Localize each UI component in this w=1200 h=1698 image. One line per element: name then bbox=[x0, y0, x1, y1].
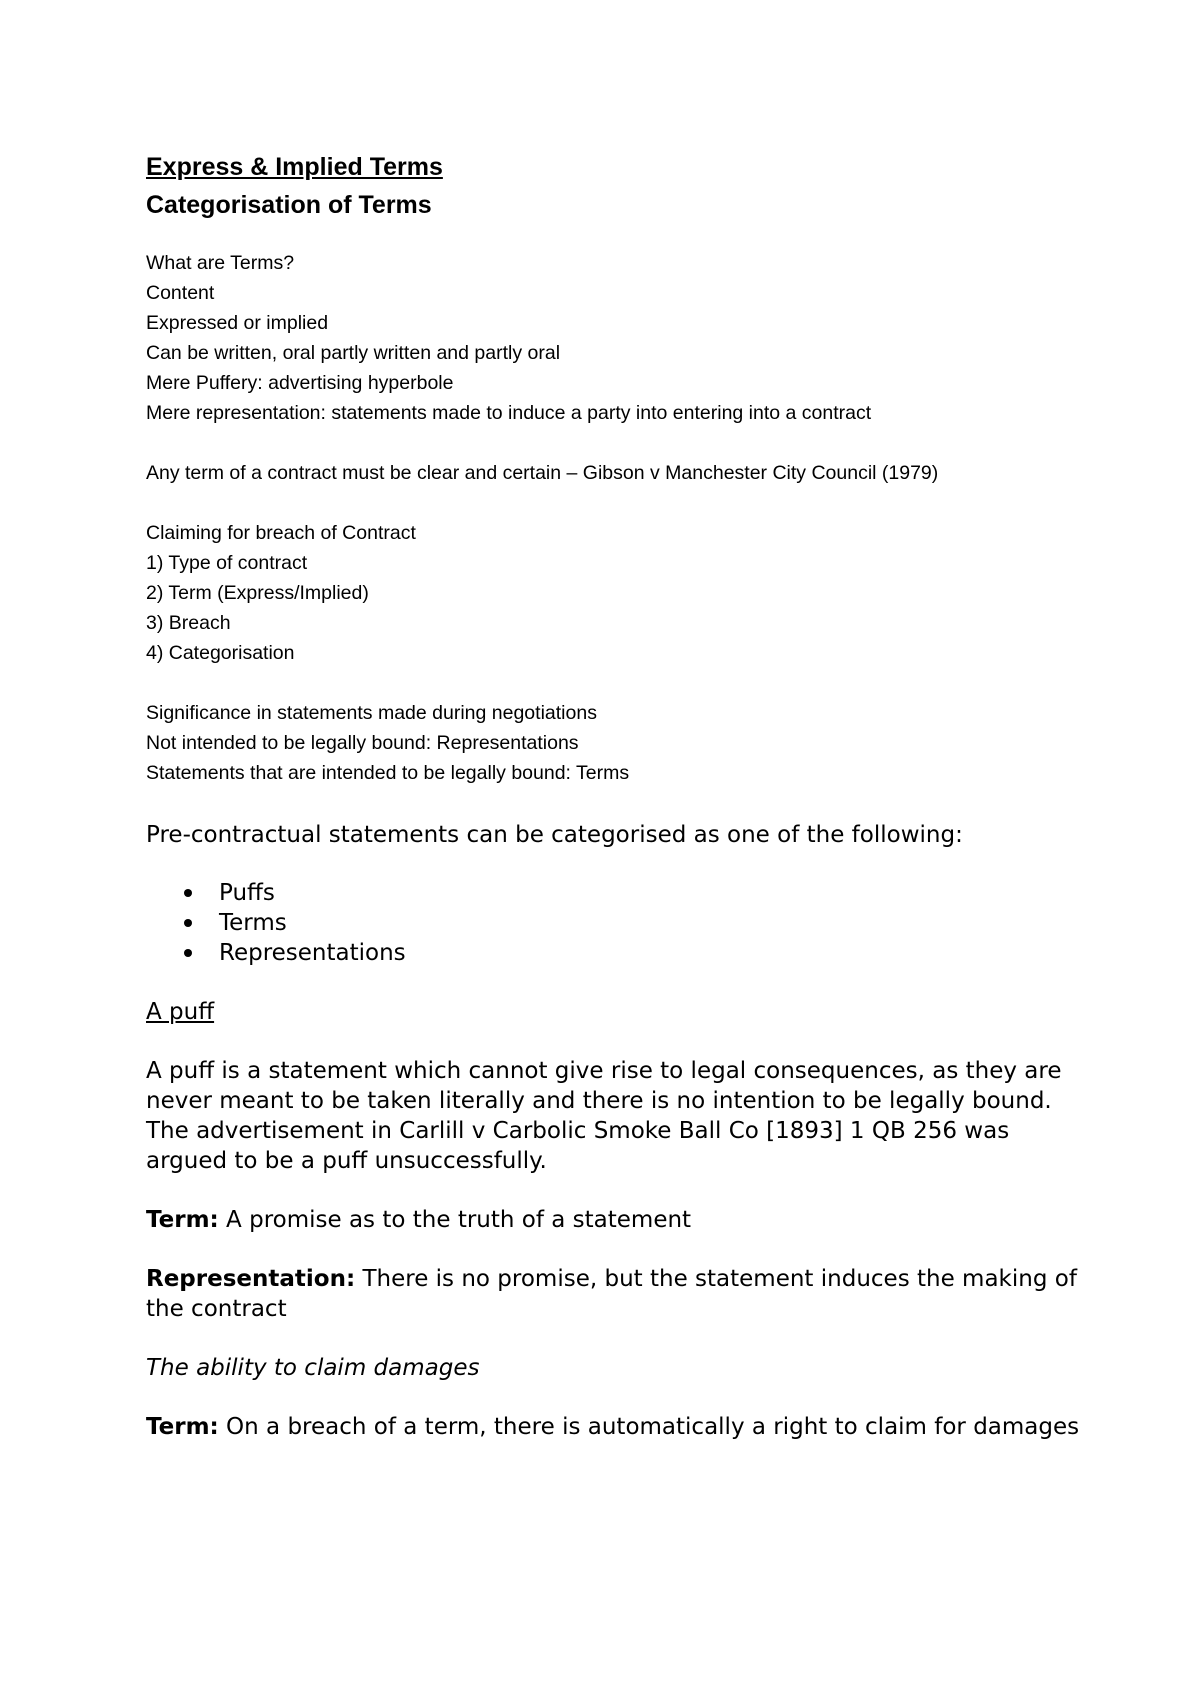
intro-line: What are Terms? bbox=[146, 252, 295, 274]
representation-label: Representation: bbox=[146, 1266, 356, 1292]
representation-text: There is no promise, but the statement induces the making of the contract bbox=[146, 1266, 1077, 1322]
document-subtitle: Categorisation of Terms bbox=[146, 191, 432, 219]
document-title: Express & Implied Terms bbox=[146, 153, 443, 181]
puff-paragraph: A puff is a statement which cannot give rise to legal consequences, as they are never meant to be taken literally and there is no intention to be legally bound. The advertisement in Carlill v Carbolic Smoke Ball Co [1893] 1 QB 256 was argued to be a puff unsuccessfully. bbox=[146, 1058, 1062, 1174]
claiming-line: 1) Type of contract bbox=[146, 552, 308, 574]
precontractual-intro: Pre-contractual statements can be categorised as one of the following: bbox=[146, 822, 963, 848]
intro-line: Content bbox=[146, 282, 215, 304]
damages-heading: The ability to claim damages bbox=[146, 1355, 480, 1381]
intro-section bbox=[146, 248, 1096, 428]
term-damages-label: Term: bbox=[146, 1414, 219, 1440]
list-item: Terms bbox=[146, 908, 1096, 938]
claiming-line: 2) Term (Express/Implied) bbox=[146, 582, 369, 604]
claiming-section bbox=[146, 518, 1096, 668]
significance-line: Significance in statements made during negotiations bbox=[146, 702, 597, 724]
term-text: A promise as to the truth of a statement bbox=[218, 1207, 692, 1233]
term-definition bbox=[146, 1205, 1096, 1235]
significance-line: Statements that are intended to be legally bound: Terms bbox=[146, 762, 630, 784]
list-item: Puffs bbox=[146, 878, 1096, 908]
intro-line: Mere representation: statements made to induce a party into entering into a contract bbox=[146, 402, 872, 424]
intro-line: Expressed or implied bbox=[146, 312, 329, 334]
document-page bbox=[146, 148, 1096, 1442]
term-damages-text: On a breach of a term, there is automatically a right to claim for damages bbox=[218, 1414, 1080, 1440]
category-list bbox=[146, 878, 1096, 968]
term-damages bbox=[146, 1412, 1096, 1442]
term-label: Term: bbox=[146, 1207, 219, 1233]
representation-definition bbox=[146, 1264, 1096, 1324]
puff-heading: A puff bbox=[146, 999, 215, 1025]
bullet-icon bbox=[184, 889, 192, 897]
claiming-line: Claiming for breach of Contract bbox=[146, 522, 416, 544]
significance-line: Not intended to be legally bound: Representations bbox=[146, 732, 579, 754]
bullet-icon bbox=[184, 919, 192, 927]
significance-section bbox=[146, 698, 1096, 788]
intro-line: Mere Puffery: advertising hyperbole bbox=[146, 372, 454, 394]
claiming-line: 4) Categorisation bbox=[146, 642, 295, 664]
list-item: Representations bbox=[146, 938, 1096, 968]
claiming-line: 3) Breach bbox=[146, 612, 231, 634]
certainty-line: Any term of a contract must be clear and certain – Gibson v Manchester City Council (1979) bbox=[146, 462, 939, 484]
bullet-icon bbox=[184, 949, 192, 957]
intro-line: Can be written, oral partly written and partly oral bbox=[146, 342, 561, 364]
